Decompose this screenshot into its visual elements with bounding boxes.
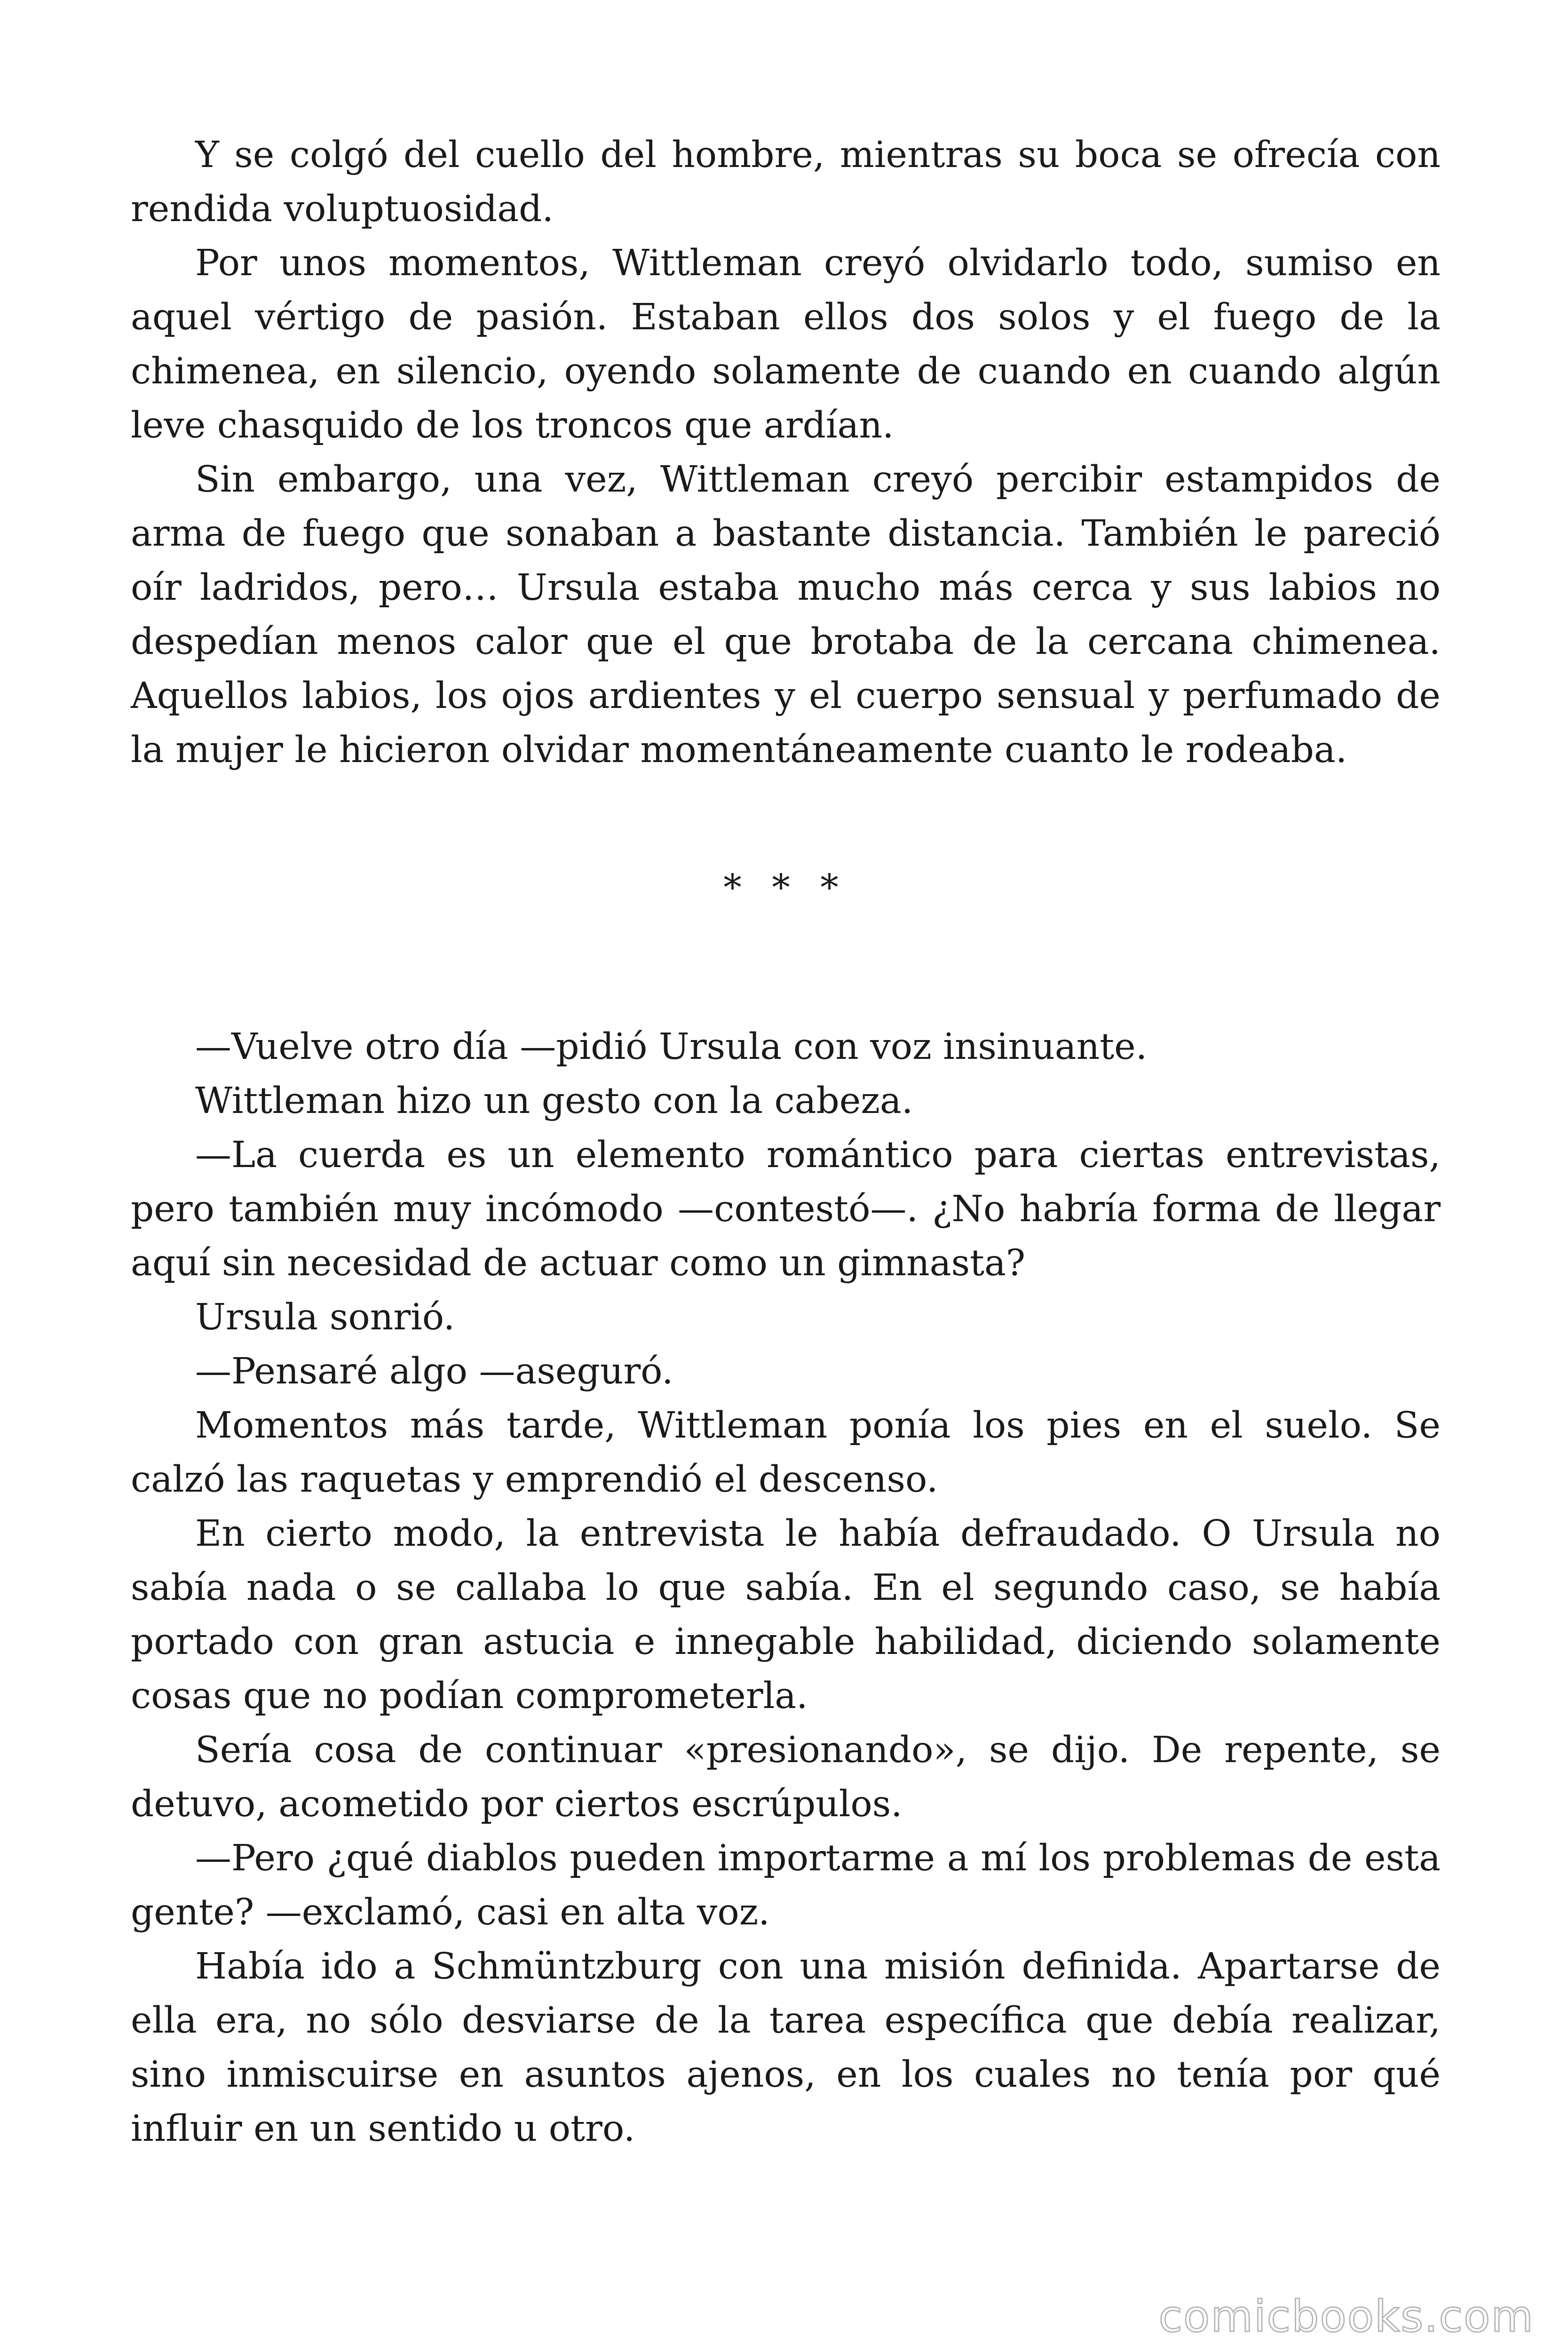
section-break — [131, 777, 1441, 1020]
paragraph: Había ido a Schmüntzburg con una misión definida. Apartarse de ella era, no sólo desviarse de la tarea específica que debía realizar, sino inmiscuirse en asuntos ajenos, en los cuales no tenía por qué influir en un sentido u otro. — [131, 1946, 1441, 2150]
paragraph: Y se colgó del cuello del hombre, mientras su boca se ofrecía con rendida voluptuosidad. — [131, 134, 1441, 230]
paragraph: —La cuerda es un elemento romántico para ciertas entrevistas, pero también muy incómodo —contestó—. ¿No habría forma de llegar aquí sin necesidad de actuar como un gimnasta? — [131, 1134, 1441, 1284]
text-column — [131, 128, 1441, 2156]
paragraph: —Vuelve otro día —pidió Ursula con voz insinuante. — [195, 1026, 1148, 1068]
section-break-asterisks: * * * — [723, 867, 848, 909]
paragraph: —Pero ¿qué diablos pueden importarme a mí los problemas de esta gente? —exclamó, casi en alta voz. — [131, 1837, 1441, 1933]
paragraph: Momentos más tarde, Wittleman ponía los pies en el suelo. Se calzó las raquetas y emprendió el descenso. — [131, 1405, 1441, 1501]
paragraph: En cierto modo, la entrevista le había defraudado. O Ursula no sabía nada o se callaba lo que sabía. En el segundo caso, se había portado con gran astucia e innegable habilidad, diciendo solamente cosas que no podían comprometerla. — [131, 1513, 1441, 1717]
paragraph: Sería cosa de continuar «presionando», se dijo. De repente, se detuvo, acometido por ciertos escrúpulos. — [131, 1729, 1441, 1825]
paragraph: Sin embargo, una vez, Wittleman creyó percibir estampidos de arma de fuego que sonaban a bastante distancia. También le pareció oír ladridos, pero… Ursula estaba mucho más cerca y sus labios no despedían menos calor que el que brotaba de la cercana chimenea. Aquellos labios, los ojos ardientes y el cuerpo sensual y perfumado de la mujer le hicieron olvidar momentáneamente cuanto le rodeaba. — [131, 459, 1441, 771]
paragraph: Wittleman hizo un gesto con la cabeza. — [195, 1080, 913, 1122]
paragraph: —Pensaré algo —aseguró. — [195, 1351, 673, 1392]
paragraph: Por unos momentos, Wittleman creyó olvidarlo todo, sumiso en aquel vértigo de pasión. Estaban ellos dos solos y el fuego de la chimenea, en silencio, oyendo solamente de cuando en cuando algún leve chasquido de los troncos que ardían. — [131, 242, 1441, 446]
paragraph: Ursula sonrió. — [195, 1296, 455, 1338]
watermark: comicbooks.com — [1158, 2291, 1534, 2342]
